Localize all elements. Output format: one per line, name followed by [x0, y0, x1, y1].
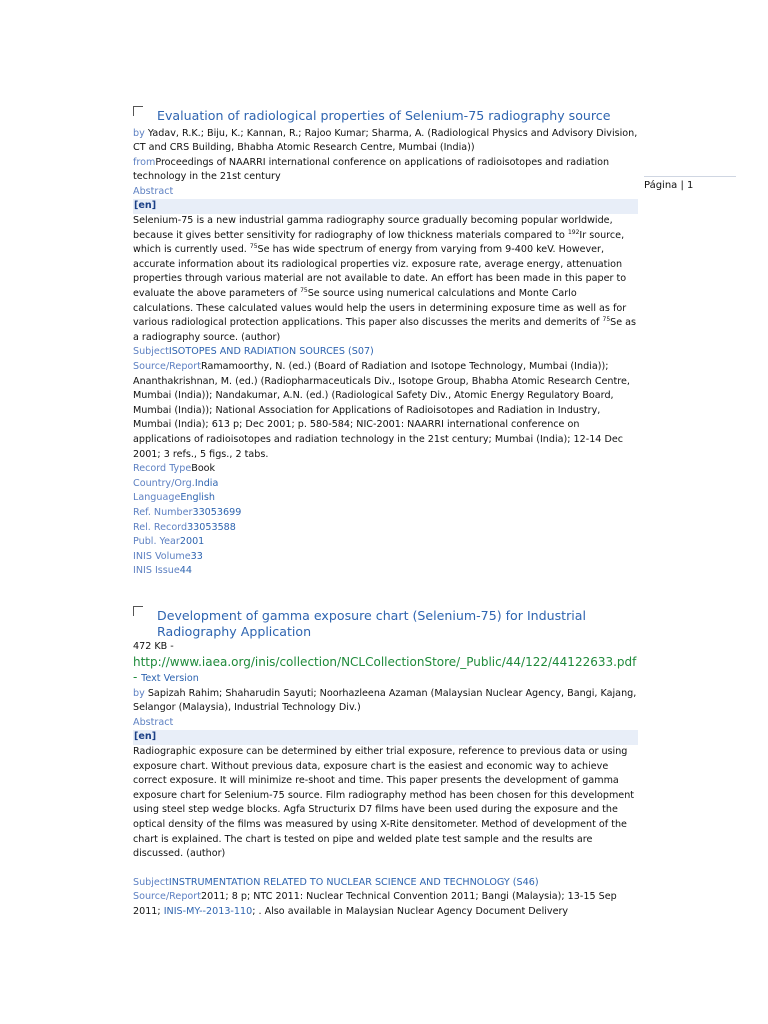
metadata-value[interactable]: English [180, 492, 216, 504]
text-version-link[interactable]: Text Version [141, 673, 199, 685]
by-label: by [133, 687, 145, 699]
metadata-fields [133, 462, 638, 579]
page-number: Página | 1 [644, 176, 736, 194]
metadata-label: Publ. Year [133, 536, 180, 548]
result-title-link[interactable]: Development of gamma exposure chart (Selenium-75) for Industrial Radiography Application [157, 608, 587, 639]
from-value: Proceedings of NAARRI international conference on applications of radioisotopes and radiation technology in the 21st century [133, 156, 610, 183]
metadata-value[interactable]: 2001 [179, 536, 205, 548]
metadata-value: Book [191, 463, 216, 475]
abstract-text: Selenium-75 is a new industrial gamma radiography source gradually becoming popular worldwide, because it gives better sensitivity for radiography of low thickness materials compared to $^{192}$Ir source, which is currently used. $^{75}$Se has wide spectrum of energy from varying from 9-400 keV. However, accurate information about its radiological properties viz. exposure rate, average energy, attenuation properties through various material are not available to date. An effort has been made in this paper to evaluate the above parameters of $^{75}$Se source using numerical calculations and Monte Carlo calculations. These calculated values would help the users in determining exposure time as well as for various radiological protection applications. This paper also discusses the merits and demerits of $^{75}$Se as a radiography source. (author) [133, 215, 637, 343]
metadata-value[interactable]: 33053588 [187, 521, 236, 533]
metadata-label: Rel. Record [133, 521, 188, 533]
authors: Sapizah Rahim; Shaharudin Sayuti; Noorhazleena Azaman (Malaysian Nuclear Agency, Bangi, Kajang, Selangor (Malaysia), Industrial Technology Div.) [133, 687, 637, 714]
metadata-label: Country/Org. [133, 477, 195, 489]
abstract-text: Radiographic exposure can be determined by either trial exposure, reference to previous data or using exposure chart. Without previous data, exposure chart is the easiest and economic way to achieve correct exposure. It will minimize re-shoot and time. This paper presents the development of gamma exposure chart for Selenium-75 source. Film radiography method has been chosen for this development using steel step wedge blocks. Agfa Structurix D7 films have been used during the exposure and the optical density of the films was measured by using X-Rite densitometer. Method of development of the chart is explained. The chart is tested on pipe and welded plate test sample and the results are discussed. (author) [133, 745, 635, 860]
search-result-1 [133, 108, 638, 579]
from-label: from [133, 156, 156, 168]
metadata-row [133, 535, 638, 550]
metadata-label: INIS Volume [133, 550, 191, 562]
source-label: Source/Report [133, 361, 201, 372]
subject-label: Subject [133, 346, 169, 358]
metadata-row [133, 491, 638, 506]
metadata-value[interactable]: 44 [179, 565, 193, 577]
file-size: 472 KB - [133, 641, 174, 652]
subject-link[interactable]: ISOTOPES AND RADIATION SOURCES (S07) [168, 346, 374, 358]
metadata-row [133, 506, 638, 521]
source-value: Ramamoorthy, N. (ed.) (Board of Radiation and Isotope Technology, Mumbai (India)); Ananthakrishnan, M. (ed.) (Radiopharmaceuticals Div., Isotope Group, Bhabha Atomic Research Centre, Mumbai (India)); Nandakumar, A.N. (ed.) (Radiological Safety Div., Atomic Energy Regulatory Board, Mumbai (India)); National Association for Applications of Radioisotopes and Radiation in Industry, Mumbai (India); 613 p; Dec 2001; p. 580-584; NIC-2001: NAARRI international conference on applications of radioisotopes and radiation technology in the 21st century; Mumbai (India); 12-14 Dec 2001; 3 refs., 5 figs., 2 tabs. [133, 361, 630, 460]
by-label: by [133, 127, 145, 139]
metadata-row [133, 564, 638, 579]
metadata-value[interactable]: 33053699 [192, 506, 242, 518]
report-number-link[interactable]: INIS-MY--2013-110 [163, 905, 253, 917]
metadata-row [133, 550, 638, 565]
source-label: Source/Report [133, 891, 201, 903]
select-checkbox[interactable] [133, 106, 143, 116]
subject-link[interactable]: INSTRUMENTATION RELATED TO NUCLEAR SCIENCE AND TECHNOLOGY (S46) [168, 876, 539, 888]
abstract-label: Abstract [133, 716, 174, 728]
authors: Yadav, R.K.; Biju, K.; Kannan, R.; Rajoo Kumar; Sharma, A. (Radiological Physics and Advisory Division, CT and CRS Building, Bhabha Atomic Research Centre, Mumbai (India)) [133, 127, 638, 154]
metadata-row [133, 521, 638, 536]
metadata-value[interactable]: 33 [190, 550, 203, 562]
language-tag: [en] [133, 199, 638, 214]
subject-label: Subject [133, 876, 169, 888]
select-checkbox[interactable] [133, 606, 143, 616]
result-title-link[interactable]: Evaluation of radiological properties of Selenium-75 radiography source [157, 108, 611, 123]
pdf-link[interactable]: http://www.iaea.org/inis/collection/NCLCollectionStore/_Public/44/122/44122633.pdf [133, 654, 637, 669]
language-tag: [en] [133, 730, 638, 745]
metadata-label: INIS Issue [133, 565, 180, 577]
metadata-value[interactable]: India [194, 477, 219, 489]
search-result-2: Development of gamma exposure chart (Selenium-75) for Industrial Radiography Application 472 KB - http://www.iaea.org/inis/collection/NCLCollectionStore/_Public/44/122/44122633.pdf - Text Version by Sapizah Rahim; Shaharudin Sayuti; Noorhazleena Azaman (Malaysian Nuclear Agency, Bangi, Kajang, Selangor (Malaysia), Industrial Technology Div.) Abstract [en] Radiographic exposure can be determined by either trial exposure, reference to previous data or using exposure chart. Without previous data, exposure chart is the easiest and economic way to achieve correct exposure. It will minimize re-shoot and time. This paper presents the development of gamma exposure chart for Selenium-75 source. Film radiography method has been chosen for this development using steel step wedge blocks. Agfa Structurix D7 films have been used during the exposure and the optical density of the films was measured by using X-Rite densitometer. Method of development of the chart is explained. The chart is tested on pipe and welded plate test sample and the results are discussed. (author) SubjectINSTRUMENTATION RELATED TO NUCLEAR SCIENCE AND TECHNOLOGY (S46) Source/Report2011; 8 p; NTC 2011: Nuclear Technical Convention 2011; Bangi (Malaysia); 13-15 Sep 2011; INIS-MY--2013-110; . Also available in Malaysian Nuclear Agency Document Delivery [133, 608, 637, 917]
metadata-row [133, 462, 638, 477]
metadata-label: Language [133, 492, 181, 504]
metadata-label: Ref. Number [133, 506, 193, 518]
metadata-row [133, 477, 638, 492]
metadata-label: Record Type [133, 463, 192, 475]
abstract-label: Abstract [133, 185, 174, 197]
